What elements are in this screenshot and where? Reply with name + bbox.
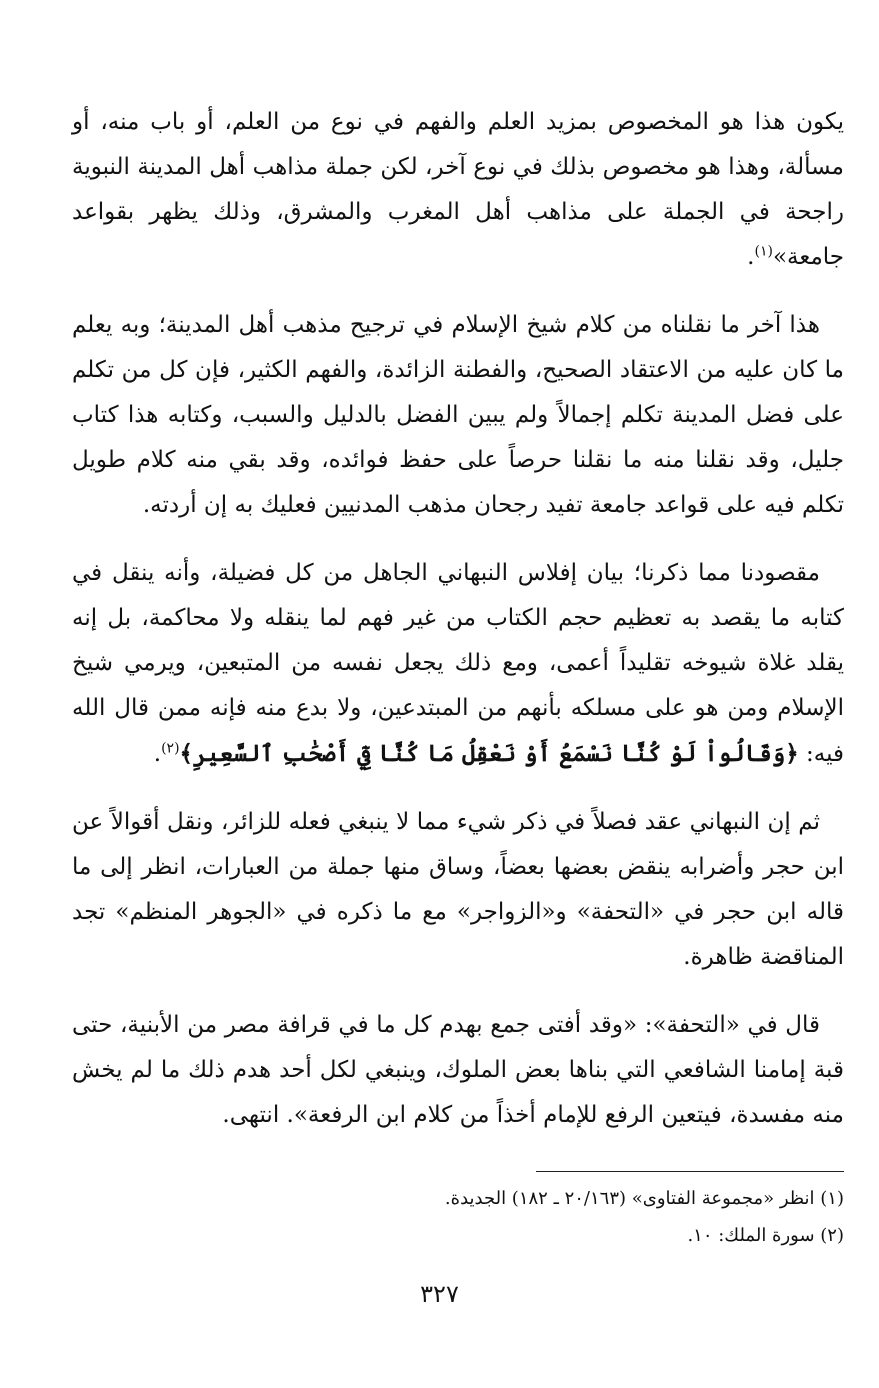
paragraph-3 bbox=[72, 551, 844, 777]
footnote-1: (١) انظر «مجموعة الفتاوى» (٢٠/١٦٣ ـ ١٨٢) الجديدة. bbox=[444, 1188, 844, 1209]
footnote-2: (٢) سورة الملك: ١٠. bbox=[687, 1225, 844, 1246]
footnotes bbox=[72, 1180, 844, 1254]
footnote-ref-1: (١) bbox=[754, 243, 773, 260]
quran-verse: ﴿وَقَالُواْ لَوْ كُنَّا نَسْمَعُ أَوْ نَعْقِلُ مَا كُنَّا فِيٓ أَصْحَٰبِ ٱلسَّعِيرِ﴾ bbox=[179, 740, 799, 767]
footnote-ref-2: (٢) bbox=[161, 740, 180, 757]
paragraph-1 bbox=[72, 100, 844, 280]
paragraph-4: ثم إن النبهاني عقد فصلاً في ذكر شيء مما لا ينبغي فعله للزائر، ونقل أقوالاً عن ابن حجر وأضرابه ينقض بعضها بعضاً، وساق منها جملة من العبارات، انظر إلى ما قاله ابن حجر في «التحفة» و«الزواجر» مع ما ذكره في «الجوهر المنظم» تجد المناقضة ظاهرة. bbox=[72, 809, 844, 970]
paragraph-1-tail: . bbox=[747, 244, 755, 270]
paragraph-5: قال في «التحفة»: «وقد أفتى جمع بهدم كل ما في قرافة مصر من الأبنية، حتى قبة إمامنا الشافعي التي بناها بعض الملوك، وينبغي لكل أحد هدم ذلك ما لم يخش منه مفسدة، فيتعين الرفع للإمام أخذاً من كلام ابن الرفعة». انتهى. bbox=[72, 1012, 844, 1128]
footnote-divider bbox=[536, 1171, 844, 1172]
paragraph-2: هذا آخر ما نقلناه من كلام شيخ الإسلام في ترجيح مذهب أهل المدينة؛ وبه يعلم ما كان عليه من الاعتقاد الصحيح، والفطنة الزائدة، والفهم الكثير، فإن كل من تكلم على فضل المدينة تكلم إجمالاً ولم يبين الفضل بالدليل والسبب، وكتابه هذا كتاب جليل، وقد نقلنا منه ما نقلنا حرصاً على حفظ فوائده، وقد بقي منه كلام طويل تكلم فيه على قواعد جامعة تفيد رجحان مذهب المدنيين فعليك به إن أردته. bbox=[72, 312, 844, 518]
paragraph-3-tail: . bbox=[153, 741, 162, 767]
paragraph-3-text: مقصودنا مما ذكرنا؛ بيان إفلاس النبهاني الجاهل من كل فضيلة، وأنه ينقل في كتابه ما يقصد به تعظيم حجم الكتاب من غير فهم لما ينقله ولا محاكمة، بل إنه يقلد غلاة شيوخه تقليداً أعمى، ومع ذلك يجعل نفسه من المتبعين، ويرمي شيخ الإسلام ومن هو على مسلكه بأنهم من المبتدعين، ولا بدع منه فإنه ممن قال الله فيه: bbox=[72, 560, 844, 767]
paragraph-1-text: يكون هذا هو المخصوص بمزيد العلم والفهم في نوع من العلم، أو باب منه، أو مسألة، وهذا هو مخصوص بذلك في نوع آخر، لكن جملة مذاهب أهل المدينة النبوية راجحة في الجملة على مذاهب أهل المغرب والمشرق، وذلك يظهر بقواعد جامعة» bbox=[72, 109, 844, 270]
body-text bbox=[72, 100, 844, 1161]
page-number: ٣٢٧ bbox=[420, 1280, 459, 1308]
